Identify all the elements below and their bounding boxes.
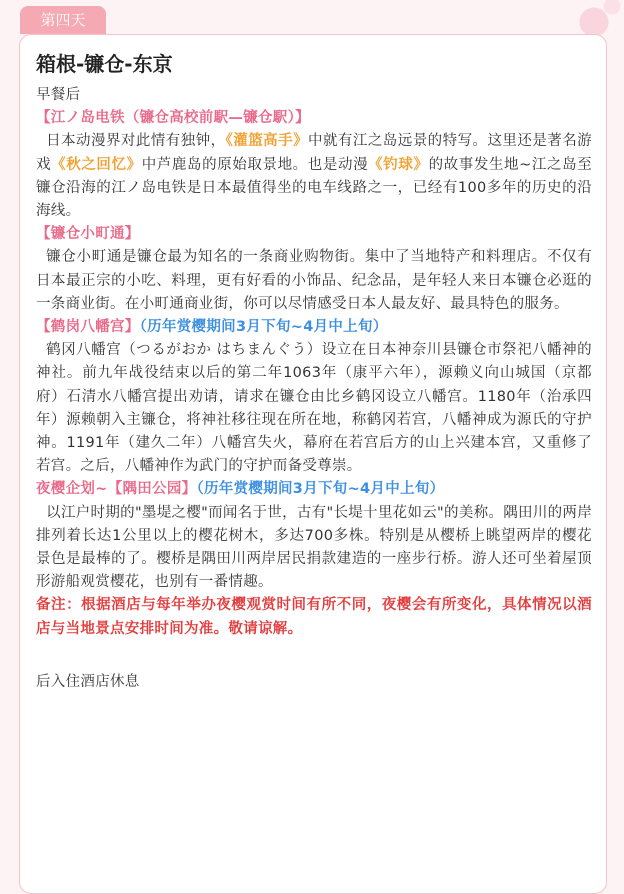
highlight-slam-dunk: 《灌篮高手》 <box>225 133 309 150</box>
body-text: 中就有江之岛远景的特写。这里还是著名游戏 <box>36 133 592 173</box>
breakfast-note: 早餐后 <box>36 87 81 103</box>
itinerary-content <box>36 50 592 694</box>
body-text: 中芦鹿岛的原始取景地。也是动漫 <box>141 156 369 173</box>
body-text: 日本动漫界对此情有独钟， <box>46 133 226 150</box>
section-body-hachimangu: 鹤冈八幡宫（つるがおか はちまんぐう）设立在日本神奈川县镰仓市祭祀八幡神的神社。前九年战役结束以后的第二年1063年（康平六年），源赖义向山城国（京都府）石清水八幡宫提出劝请，请求在镰仓由比乡鹤冈设立八幡宫。1180年（治承四年）源赖朝入主镰仓，将神社移往现在所在地，称鹤冈若宫，八幡神成为源氏的守护神。1191年（建久二年）八幡宫失火，幕府在若宫后方的山上兴建本宫，又重修了若宫。之后，八幡神作为武门的守护而备受尊崇。 <box>36 342 592 475</box>
page-title: 箱根-镰仓-东京 <box>36 52 173 76</box>
remark-note: 备注：根据酒店与每年举办夜樱观赏时间有所不同，夜樱会有所变化，具体情况以酒店与当地景点安排时间为准。敬请谅解。 <box>36 597 592 637</box>
section-body-komachi: 镰仓小町通是镰仓最为知名的一条商业购物街。集中了当地特产和料理店。不仅有日本最正宗的小吃、料理，更有好看的小饰品、纪念品，是年轻人来日本镰仓必逛的一条商业街。在小町通商业街，你可以尽情感受日本人最友好、最具特色的服务。 <box>36 249 592 312</box>
section-heading-komachi: 【镰仓小町通】 <box>36 226 140 243</box>
highlight-tsuritama: 《钓球》 <box>368 156 429 173</box>
day-tab[interactable]: 第四天 <box>20 6 106 34</box>
section-body-sumida: 以江户时期的"墨堤之樱"而闻名于世，古有"长堤十里花如云"的美称。隅田川的两岸排列着长达1公里以上的樱花树木，多达700多株。特别是从樱桥上眺望两岸的樱花景色是最棒的了。樱桥是隅田川两岸居民捐款建造的一座步行桥。游人还可坐着屋顶形游船观赏樱花，也别有一番情趣。 <box>36 504 593 591</box>
closing-note: 后入住酒店休息 <box>36 673 140 690</box>
section-heading-hachimangu <box>36 316 592 339</box>
highlight-memories-off: 《秋之回忆》 <box>51 156 142 173</box>
section-heading-sumida <box>36 478 592 501</box>
spacer <box>36 641 592 671</box>
sakura-period-note: （历年赏樱期间3月下旬~4月中上旬） <box>139 319 388 336</box>
heading-text: 夜樱企划~【隅田公园】 <box>36 481 197 498</box>
section-heading-enoden: 【江ノ岛电铁（镰仓高校前駅—镰仓駅）】 <box>36 110 310 127</box>
body-text: 的故事发生地~江之岛至镰仓沿海的江ノ岛电铁是日本最值得坐的电车线路之一，已经有100多年的历史的沿海线。 <box>36 156 592 220</box>
sakura-period-note: （历年赏樱期间3月下旬~4月中上旬） <box>196 481 445 498</box>
section-body-enoden <box>36 130 592 223</box>
heading-text: 【鹤岗八幡宫】 <box>36 319 140 336</box>
